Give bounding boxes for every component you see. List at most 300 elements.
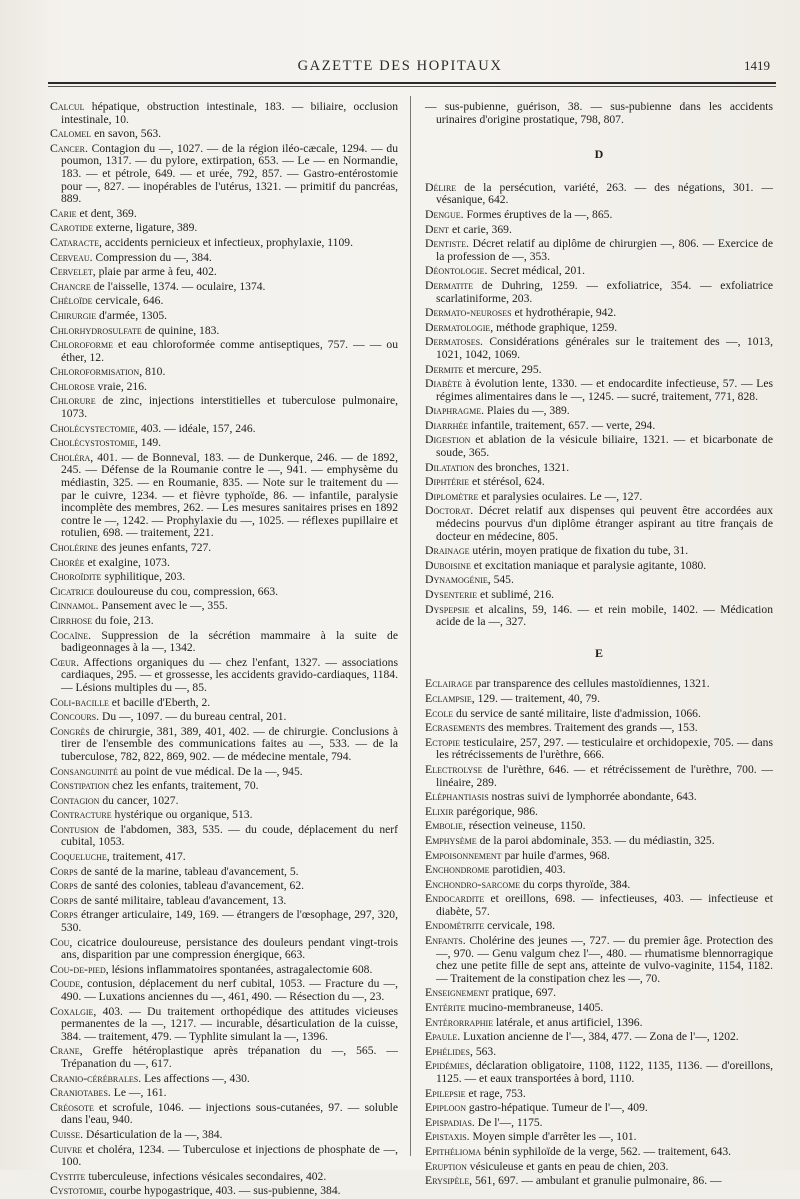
entry-text: et stérésol, 624. — [469, 475, 545, 489]
entry-text: Formes éruptives de la —, 865. — [463, 207, 613, 221]
index-entry — [425, 790, 773, 804]
index-entry — [50, 908, 398, 934]
entry-text: hystérique ou organique, 513. — [111, 808, 253, 822]
entry-keyword: Craniotabes. — [50, 1085, 111, 1100]
index-entry — [425, 692, 773, 706]
entry-text: bénin syphiloïde de la verge, 562. — traitement, 643. — [481, 1144, 732, 1158]
entry-text: au point de vue médical. De la —, 945. — [117, 764, 303, 778]
entry-text: lésions inflammatoires spontanées, astragalectomie 608. — [108, 962, 373, 976]
entry-keyword: Cholécystostomie, — [50, 435, 138, 450]
index-entry — [50, 1170, 398, 1184]
index-entry — [50, 309, 398, 323]
entry-text: latérale, et anus artificiel, 1396. — [493, 1015, 643, 1029]
index-entry — [50, 656, 398, 695]
entry-keyword: Dermatologie, — [425, 319, 494, 334]
entry-keyword: Corps — [50, 878, 78, 893]
index-entry — [50, 1184, 398, 1198]
entry-text: du cancer, 1027. — [99, 793, 179, 807]
index-entry — [50, 1072, 398, 1086]
entry-keyword: Endométrite — [425, 918, 485, 933]
index-entry — [50, 338, 398, 364]
index-entry — [425, 1160, 773, 1174]
entry-text: de l'abdomen, 383, 535. — du coude, déplacement du nerf cubital, 1053. — [61, 822, 398, 849]
entry-keyword: Epispadias. — [425, 1114, 475, 1129]
entry-text: du foie, 213. — [92, 613, 154, 627]
entry-text: plaie par arme à feu, 402. — [95, 265, 217, 279]
section-letter-e: E — [594, 645, 603, 660]
entry-keyword: Congrès — [50, 723, 90, 738]
index-entry — [425, 1045, 773, 1059]
entry-text: et eau chloroformée comme antiseptiques, 757. — — ou éther, 12. — [61, 338, 398, 364]
index-entry — [425, 834, 773, 848]
index-entry — [425, 919, 773, 933]
entry-keyword: Carotide — [50, 220, 93, 235]
entry-keyword: Corps — [50, 892, 78, 907]
entry-text: par huile d'armes, 968. — [501, 848, 610, 862]
entry-keyword: Coxalgie, — [50, 1003, 97, 1018]
entry-text: 561, 697. — ambulant et granulie pulmonaire, 86. — — [472, 1174, 722, 1188]
index-entry — [50, 963, 398, 977]
continuation-block — [425, 100, 773, 126]
running-title: GAZETTE DES HOPITAUX — [297, 58, 503, 74]
index-entry — [50, 324, 398, 338]
entry-keyword: Cystite — [50, 1168, 86, 1183]
index-entry — [50, 422, 398, 436]
entry-keyword: Dilatation — [425, 459, 475, 474]
index-entry — [425, 1101, 773, 1115]
entry-keyword: Chloroforme — [50, 337, 113, 352]
entry-text: de chirurgie, 381, 389, 401, 402. — de chirurgie. Conclusions à tirer de l'ensemble des communications faites au —, 533. — de la tuberculose, 782, 822, 869, 902. — de médecine mentale, 794. — [61, 724, 398, 763]
index-entry — [425, 1174, 773, 1188]
entry-text: vraie, 216. — [94, 379, 147, 393]
entry-keyword: Eruption — [425, 1158, 467, 1173]
entry-text: en savon, 563. — [91, 127, 162, 141]
entry-keyword: Enchondrome — [425, 862, 490, 877]
entry-keyword: Ecole — [425, 705, 454, 720]
entry-text: Pansement avec le —, 355. — [98, 599, 228, 613]
entry-keyword: Calomel — [50, 126, 92, 141]
entry-keyword: Digestion — [425, 432, 471, 447]
index-entry — [425, 100, 773, 126]
entry-text: Suppression de la sécrétion mammaire à la suite de badigeonnages à la —, 1342. — [61, 628, 398, 655]
index-entry — [425, 721, 773, 735]
entry-keyword: Diabète — [425, 376, 462, 391]
entry-text: méthode graphique, 1259. — [493, 320, 618, 334]
entry-keyword: Déontologie. — [425, 263, 488, 278]
index-entry — [50, 823, 398, 849]
index-entry — [425, 707, 773, 721]
index-entry — [425, 504, 773, 543]
entry-keyword: Entérorraphie — [425, 1014, 494, 1029]
index-entry — [425, 1016, 773, 1030]
entry-text: tuberculeuse, infections vésicales secondaires, 402. — [85, 1169, 327, 1183]
entry-keyword: Ecrasements — [425, 720, 486, 735]
entry-text: 403. — Du traitement orthopédique des attitudes vicieuses permanentes de la —, 1217. — incurable, désarticulation de la cuisse, 384. — traitement, 479. — Typhlite simulant la —, 1396. — [61, 1004, 398, 1043]
entry-text: et carie, 369. — [449, 222, 512, 236]
entry-text: de quinine, 183. — [141, 323, 220, 337]
index-entry — [50, 207, 398, 221]
entry-text: des bronches, 1321. — [474, 460, 570, 474]
index-entry — [425, 588, 773, 602]
entry-keyword: Dengue. — [425, 206, 464, 221]
entry-text: parotidien, 403. — [489, 863, 566, 877]
index-entry — [50, 436, 398, 450]
entry-keyword: Chéloïde — [50, 293, 93, 308]
index-entry — [50, 236, 398, 250]
entry-text: et oreillons, 698. — infectieuses, 403. — infectieuse et diabète, 57. — [436, 892, 773, 918]
section-d-entries — [425, 181, 773, 629]
index-entry — [50, 710, 398, 724]
entry-keyword: Corps — [50, 863, 78, 878]
index-entry — [425, 863, 773, 877]
index-entry — [425, 1145, 773, 1159]
index-entry — [425, 475, 773, 489]
entry-keyword: Cerveau. — [50, 249, 93, 264]
left-column — [50, 100, 398, 1199]
entry-keyword: Enchondro-sarcome — [425, 876, 521, 891]
entry-text: et alcalins, 59, 146. — et rein mobile, 1402. — Médication acide de la —, 327. — [436, 602, 773, 629]
index-entry — [50, 865, 398, 879]
entry-keyword: Eléphantiasis — [425, 789, 489, 804]
index-entry — [425, 1130, 773, 1144]
index-entry — [425, 335, 773, 361]
entry-text: testiculaire, 257, 297. — testiculaire et orchidopexie, 705. — dans les rétrécissements de l'urèthre, 666. — [436, 735, 773, 762]
entry-keyword: Duboisine — [425, 557, 471, 572]
index-entry — [50, 280, 398, 294]
entry-text: Décret relatif aux dispenses qui peuvent être accordées aux médecins pourvus d'un diplôme étranger aspirant au titre français de docteur en médecine, 805. — [436, 504, 773, 543]
entry-text: cervicale, 646. — [92, 294, 164, 308]
entry-keyword: Délire — [425, 179, 457, 194]
entry-text: de la paroi abdominale, 353. — du médiastin, 325. — [476, 833, 715, 847]
entry-text: mucino-membraneuse, 1405. — [465, 1001, 604, 1015]
entry-keyword: Cervelet, — [50, 264, 96, 279]
entry-text: du service de santé militaire, liste d'admission, 1066. — [453, 706, 701, 720]
entry-keyword: Cuisse. — [50, 1126, 84, 1141]
index-entry — [50, 894, 398, 908]
entry-keyword: Cranio-cérébrales. — [50, 1070, 142, 1085]
entry-text: Désarticulation de la —, 384. — [83, 1127, 223, 1141]
index-entry — [50, 1128, 398, 1142]
entry-keyword: Diarrhée — [425, 417, 469, 432]
index-entry — [425, 181, 773, 207]
entry-text: Moyen simple d'arrêter les —, 101. — [469, 1130, 637, 1144]
entry-keyword: Cinnamol. — [50, 598, 99, 613]
entry-text: résection veineuse, 1150. — [465, 819, 586, 833]
entry-text: 810. — [142, 365, 166, 379]
entry-text: Le —, 161. — [110, 1086, 167, 1100]
entry-text: accidents pernicieux et infectieux, prophylaxie, 1109. — [101, 235, 353, 249]
index-entry — [425, 461, 773, 475]
entry-text: de santé de la marine, tableau d'avancement, 5. — [77, 864, 299, 878]
index-entry — [50, 251, 398, 265]
index-entry — [425, 404, 773, 418]
entry-keyword: Choléra, — [50, 449, 94, 464]
index-entry — [50, 221, 398, 235]
index-entry — [425, 264, 773, 278]
index-entry — [50, 365, 398, 379]
entry-keyword: Contracture — [50, 807, 112, 822]
entry-keyword: Dentiste. — [425, 236, 469, 251]
entry-text: et rage, 753. — [465, 1086, 526, 1100]
index-entry — [425, 559, 773, 573]
entry-keyword: Chlorhydrosulfate — [50, 322, 142, 337]
index-entry — [50, 394, 398, 420]
entry-text: Décret relatif au diplôme de chirurgien —, 806. — Exercice de la profession de —, 353. — [436, 237, 773, 263]
entry-text: 129. — traitement, 40, 79. — [474, 691, 600, 705]
entry-text: Secret médical, 201. — [487, 264, 585, 278]
entry-text: et ablation de la vésicule biliaire, 1321. — et bicarbonate de soude, 365. — [436, 433, 773, 460]
entry-keyword: Epidémies, — [425, 1058, 473, 1073]
entry-text: et choléra, 1234. — Tuberculose et injections de phosphate de —, 100. — [61, 1142, 398, 1169]
entry-keyword: Epistaxis. — [425, 1129, 470, 1144]
index-entry — [50, 629, 398, 655]
entry-text: Compression du —, 384. — [92, 250, 212, 264]
entry-keyword: Chirurgie — [50, 307, 97, 322]
index-entry — [50, 556, 398, 570]
entry-text: Plaies du —, 389. — [484, 404, 570, 418]
entry-keyword: Coude, — [50, 976, 84, 991]
entry-text: utérin, moyen pratique de fixation du tube, 31. — [469, 544, 689, 558]
right-column — [425, 100, 773, 1189]
index-entry — [425, 433, 773, 459]
index-entry — [425, 363, 773, 377]
index-entry — [425, 763, 773, 789]
entry-keyword: Cou, — [50, 934, 73, 949]
entry-keyword: Doctorat. — [425, 503, 474, 518]
entry-keyword: Ectopie — [425, 734, 461, 749]
index-entry — [425, 490, 773, 504]
index-entry — [50, 794, 398, 808]
entry-keyword: Choroïdite — [50, 569, 102, 584]
entry-text: des membres. Traitement des grands —, 153. — [485, 721, 698, 735]
entry-keyword: Chancre — [50, 278, 91, 293]
entry-keyword: Concours. — [50, 709, 100, 724]
entry-keyword: Chlorose — [50, 378, 95, 393]
entry-text: infantile, traitement, 657. — verte, 294. — [468, 418, 656, 432]
entry-text: de santé militaire, tableau d'avancement, 13. — [77, 893, 287, 907]
entry-text: et scrofule, 1046. — injections sous-cutanées, 97. — soluble dans l'eau, 940. — [61, 1100, 398, 1127]
entry-text: externe, ligature, 389. — [92, 221, 198, 235]
index-entry — [425, 321, 773, 335]
entry-text: cicatrice douloureuse, persistance des douleurs pendant vingt-trois ans, disparition par une compression énergique, 663. — [61, 935, 398, 962]
entry-text: de l'urèthre, 646. — et rétrécissement de l'urèthre, 700. — linéaire, 289. — [436, 762, 773, 789]
index-entry — [50, 127, 398, 141]
entry-text: 401. — de Bonneval, 183. — de Dunkerque, 246. — de 1892, 245. — Défense de la Roumanie contre le —, 941. — emphysème du médiastin, 325. — en Roumanie, 835. — Note sur le traitement du — par le cuivre, 1234. — et fièvre typhoïde, 86. — infantile, paralysie incomplète des membres, 262. — Les mesures sanitaires prises en 1892 contre le —, 1242. — Prophylaxie du —, 1025. — réflexes pupillaire et rotulien, 698. — traitement, 221. — [61, 450, 398, 540]
entry-text: cervicale, 198. — [484, 919, 556, 933]
entry-text: 403. — idéale, 157, 246. — [138, 421, 256, 435]
entry-keyword: Entérite — [425, 1000, 466, 1015]
entry-text: traitement, 417. — [109, 850, 186, 864]
index-entry — [425, 603, 773, 629]
entry-keyword: Embolie, — [425, 818, 466, 833]
entry-keyword: Cystotomie, — [50, 1183, 107, 1198]
entry-keyword: Elixir — [425, 803, 454, 818]
entry-keyword: Electrolyse — [425, 761, 483, 776]
entry-text: 563. — [472, 1044, 497, 1058]
entry-text: pratique, 697. — [489, 986, 557, 1000]
entry-keyword: Créosote — [50, 1099, 94, 1114]
entry-keyword: Dysenterie — [425, 587, 478, 601]
entry-text: à évolution lente, 1330. — et endocardite infectieuse, 57. — Les régimes alimentaires dans le —, 1245. — sucré, traitement, 771, 828. — [436, 377, 773, 403]
entry-text: Luxation ancienne de l'—, 384, 477. — Zona de l'—, 1202. — [460, 1030, 739, 1044]
index-entry — [50, 765, 398, 779]
entry-keyword: Cirrhose — [50, 612, 93, 627]
index-entry — [50, 585, 398, 599]
header-rule-thin — [48, 86, 776, 87]
index-entry — [50, 808, 398, 822]
entry-keyword: Chorée — [50, 554, 85, 569]
index-entry — [425, 934, 773, 985]
entry-text: nostras suivi de lymphorrée abondante, 643. — [488, 790, 697, 804]
index-entry — [425, 208, 773, 222]
entry-keyword: Coli-bacille — [50, 694, 109, 709]
entry-text: courbe hypogastrique, 403. — sus-pubienne, 384. — [106, 1184, 341, 1198]
entry-text: contusion, déplacement du nerf cubital, 1053. — Fracture du —, 490. — Luxations anciennes du —, 461, 490. — Résection du —, 23. — [61, 977, 398, 1003]
index-entry — [50, 696, 398, 710]
index-entry — [425, 377, 773, 403]
entry-text: et exalgine, 1073. — [84, 555, 170, 569]
index-entry — [425, 419, 773, 433]
entry-keyword: Endocardite — [425, 891, 485, 906]
column-divider — [410, 96, 411, 1156]
entry-keyword: Constipation — [50, 778, 110, 793]
section-e-entries — [425, 677, 773, 1187]
entry-text: de l'aisselle, 1374. — oculaire, 1374. — [90, 279, 266, 293]
entry-keyword: Diplomètre — [425, 488, 479, 503]
index-entry — [425, 849, 773, 863]
entry-text: étranger articulaire, 149, 169. — étrangers de l'œsophage, 297, 320, 530. — [61, 908, 398, 935]
index-entry — [50, 142, 398, 206]
index-entry — [425, 544, 773, 558]
index-entry — [425, 878, 773, 892]
index-entry — [50, 1005, 398, 1044]
entry-text: gastro-hépatique. Tumeur de l'—, 409. — [466, 1101, 648, 1115]
entry-text: par transparence des cellules mastoïdiennes, 1321. — [472, 677, 710, 691]
index-entry — [50, 1143, 398, 1169]
index-entry — [425, 892, 773, 918]
entry-text: de Duhring, 1259. — exfoliatrice, 354. — exfoliatrice scarlatiniforme, 203. — [436, 278, 773, 305]
entry-text: Du —, 1097. — du bureau central, 201. — [99, 710, 287, 724]
index-entry — [425, 819, 773, 833]
entry-text: douloureuse du cou, compression, 663. — [93, 584, 279, 598]
section-letter-d: D — [594, 147, 604, 162]
entry-keyword: Chloroformisation, — [50, 364, 143, 379]
entry-keyword: Cicatrice — [50, 583, 94, 598]
entry-keyword: Dynamogénie, — [425, 572, 491, 587]
entry-keyword: Epiploon — [425, 1100, 466, 1115]
index-entry — [50, 977, 398, 1003]
entry-keyword: Chlorure — [50, 393, 96, 408]
entry-keyword: Empoisonnement — [425, 847, 502, 862]
entry-keyword: Cocaïne. — [50, 627, 92, 642]
entry-text: Affections organiques du — chez l'enfant, 1327. — associations cardiaques, 295. — et grossesse, les accidents gravido-cardiaques, 1184. — Lésions multiples du —, 85. — [61, 655, 398, 694]
index-entry — [50, 1101, 398, 1127]
index-entry — [425, 573, 773, 587]
entry-text: d'armée, 1305. — [96, 308, 168, 322]
index-entry — [425, 805, 773, 819]
entry-text: du corps thyroïde, 384. — [520, 877, 631, 891]
entry-text: de santé des colonies, tableau d'avancement, 62. — [77, 879, 305, 893]
entry-keyword: Epilepsie — [425, 1085, 466, 1100]
index-entry — [50, 725, 398, 764]
entry-keyword: Dent — [425, 221, 450, 236]
entry-text: et dent, 369. — [76, 206, 137, 220]
entry-text: déclaration obligatoire, 1108, 1122, 1135, 1136. — d'oreillons, 1125. — et eaux transportées à bord, 1110. — [436, 1059, 773, 1085]
index-entry — [50, 850, 398, 864]
entry-text: et paralysies oculaires. Le —, 127. — [478, 489, 643, 503]
index-entry — [50, 614, 398, 628]
entry-text: Considérations générales sur le traitement des —, 1013, 1021, 1042, 1069. — [436, 335, 773, 361]
index-entry — [50, 100, 398, 126]
index-entry — [425, 237, 773, 263]
index-entry — [50, 1086, 398, 1100]
index-entry — [50, 541, 398, 555]
entry-keyword: Dermato-neuroses — [425, 305, 512, 320]
entry-text: et mercure, 295. — [463, 362, 542, 376]
entry-keyword: Enseignement — [425, 985, 490, 1000]
entry-text: vésiculeuse et gants en peau de chien, 203. — [466, 1159, 669, 1173]
entry-keyword: Dermatoses. — [425, 334, 483, 349]
entry-keyword: Eclairage — [425, 676, 473, 691]
entry-text: Contagion du —, 1027. — de la région iléo-cæcale, 1294. — du poumon, 1317. — du pylore, extirpation, 653. — Le — en Normandie, 183. — et pétrole, 649. — et urée, 792, 857. — Gastro-entérostomie pour —, 827. — inopérables de l'utérus, 1321. — primitif du pancréas, 889. — [61, 141, 398, 206]
index-entry — [425, 279, 773, 305]
entry-keyword: Ephélides, — [425, 1043, 473, 1058]
entry-text: hépatique, obstruction intestinale, 183. — biliaire, occlusion intestinale, 10. — [61, 100, 398, 126]
entry-text: et bacille d'Eberth, 2. — [108, 695, 211, 709]
entry-text: de la persécution, variété, 263. — des négations, 301. — vésanique, 642. — [436, 180, 773, 207]
index-entry — [50, 265, 398, 279]
entry-keyword: Diaphragme. — [425, 403, 485, 418]
entry-text: — sus-pubienne, guérison, 38. — sus-pubienne dans les accidents urinaires d'origine prostatique, 798, 807. — [425, 100, 773, 126]
entry-text: Cholérine des jeunes —, 727. — du premier âge. Protection des —, 970. — Genu valgum chez l'—, 480. — rhumatisme blennorragique chez une petite fille de sept ans, atteinte de vulvo-vaginite, 1154, 1182. — Traitement de la constipation chez les —, 70. — [436, 934, 773, 985]
entry-text: et excitation maniaque et paralysie agitante, 1080. — [470, 558, 707, 572]
entry-text: Greffe hétéroplastique après trépanation du —, 565. — Trépanation du —, 617. — [61, 1044, 398, 1070]
entry-text: et sublimé, 216. — [477, 588, 555, 601]
entry-keyword: Drainage — [425, 543, 470, 558]
index-entry — [50, 294, 398, 308]
entry-keyword: Epithélioma — [425, 1143, 482, 1158]
index-entry — [50, 1044, 398, 1070]
entry-keyword: Contagion — [50, 792, 100, 807]
entry-keyword: Diphtérie — [425, 474, 470, 489]
index-entry — [50, 570, 398, 584]
index-entry — [425, 1030, 773, 1044]
index-entry — [425, 736, 773, 762]
entry-text: des jeunes enfants, 727. — [97, 541, 212, 554]
entry-keyword: Dermatite — [425, 277, 474, 292]
entry-text: chez les enfants, traitement, 70. — [109, 779, 259, 793]
entry-keyword: Cataracte, — [50, 234, 102, 249]
entry-keyword: Carie — [50, 205, 77, 220]
entry-text: et hydrothérapie, 942. — [511, 306, 617, 320]
page-number: 1419 — [744, 58, 770, 73]
index-entry — [425, 223, 773, 237]
index-entry — [425, 1116, 773, 1130]
entry-keyword: Cou-de-pied, — [50, 961, 109, 976]
entry-text: De l'—, 1175. — [474, 1115, 543, 1129]
entry-keyword: Epaule. — [425, 1029, 461, 1044]
entry-keyword: Cancer. — [50, 140, 88, 155]
index-entry — [50, 879, 398, 893]
entry-keyword: Coqueluche, — [50, 849, 110, 864]
entry-keyword: Dyspepsie — [425, 601, 470, 616]
entry-text: syphilitique, 203. — [101, 570, 186, 584]
header-rule — [48, 82, 776, 84]
entry-keyword: Corps — [50, 907, 78, 922]
entry-text: parégorique, 986. — [453, 804, 538, 818]
index-entry — [425, 1087, 773, 1101]
index-entry — [425, 677, 773, 691]
